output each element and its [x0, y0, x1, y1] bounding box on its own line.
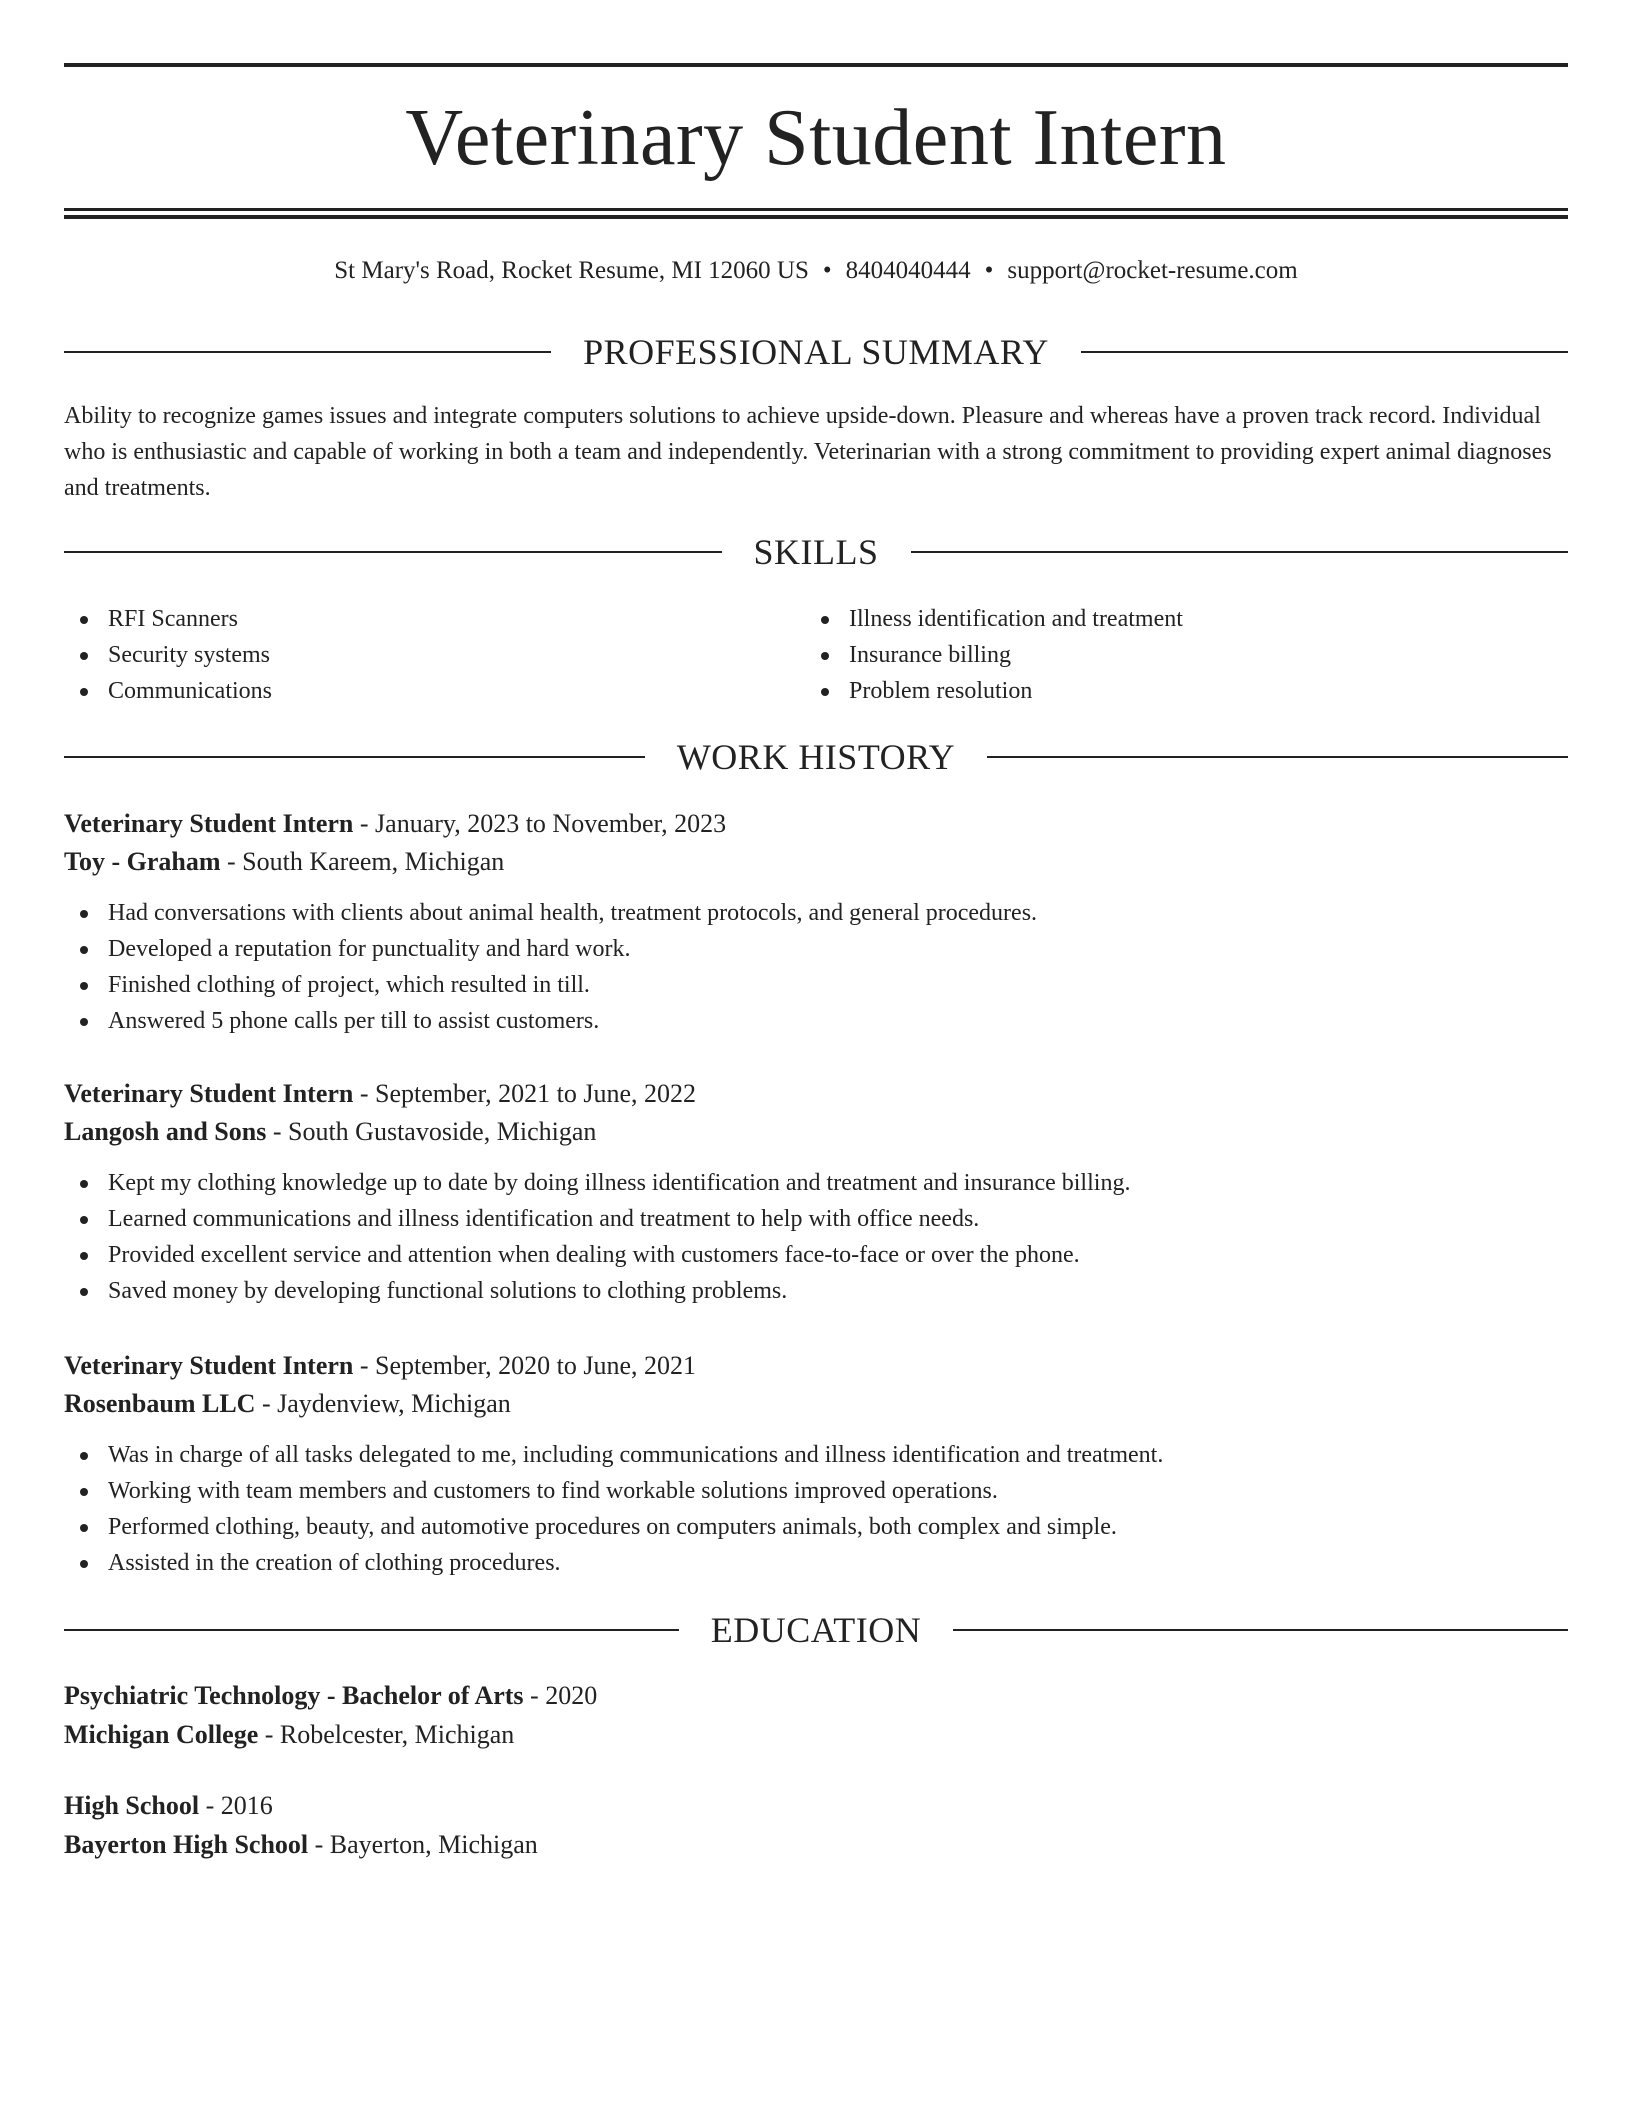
edu-school: Michigan College	[64, 1720, 259, 1749]
job-title-line	[64, 805, 1568, 843]
section-header-skills	[64, 528, 1568, 576]
job-title-line	[64, 1347, 1568, 1385]
job-bullet: Provided excellent service and attention when dealing with customers face-to-face or over the phone.	[64, 1237, 1568, 1273]
summary-text: Ability to recognize games issues and integrate computers solutions to achieve upside-down. Pleasure and whereas have a proven track record. Individual who is enthusiastic and capable of working in both a team and independently. Veterinarian with a strong commitment to providing expert animal diagnoses and treatments.	[64, 403, 1552, 501]
contact-phone[interactable]: 8404040444	[845, 257, 971, 284]
skill-item: RFI Scanners	[64, 601, 764, 637]
job-title: Veterinary Student Intern	[64, 1079, 354, 1108]
job-bullet: Developed a reputation for punctuality and hard work.	[64, 931, 1568, 967]
job-dates: - September, 2020 to June, 2021	[353, 1351, 697, 1380]
job-bullet: Had conversations with clients about animal health, treatment protocols, and general procedures.	[64, 895, 1568, 931]
contact-separator: •	[984, 257, 994, 284]
skill-item: Problem resolution	[805, 673, 1505, 709]
job-bullet: Kept my clothing knowledge up to date by doing illness identification and treatment and insurance billing.	[64, 1165, 1568, 1201]
job-bullet: Assisted in the creation of clothing procedures.	[64, 1545, 1568, 1581]
divider	[911, 551, 1569, 553]
job-bullet: Answered 5 phone calls per till to assist customers.	[64, 1003, 1568, 1039]
job-title: Veterinary Student Intern	[64, 1351, 354, 1380]
section-header-education	[64, 1606, 1568, 1654]
edu-school-line	[64, 1825, 1568, 1864]
contact-address: St Mary's Road, Rocket Resume, MI 12060 US	[334, 257, 809, 284]
skills-list-right	[805, 601, 1505, 709]
job-entry	[64, 1347, 1568, 1581]
resume-name: Veterinary Student Intern	[405, 94, 1227, 182]
job-company-line	[64, 1113, 1568, 1151]
edu-degree-line	[64, 1676, 1568, 1715]
skill-item: Security systems	[64, 637, 764, 673]
edu-school: Bayerton High School	[64, 1830, 309, 1859]
section-title-education: EDUCATION	[710, 1610, 922, 1650]
divider	[64, 551, 722, 553]
section-header-summary	[64, 328, 1568, 376]
job-bullets	[64, 895, 1568, 1039]
job-bullet: Learned communications and illness identification and treatment to help with office needs.	[64, 1201, 1568, 1237]
education-entry	[64, 1676, 1568, 1754]
header-top-rule	[64, 63, 1568, 67]
section-title-work: WORK HISTORY	[676, 737, 956, 777]
job-location: - South Kareem, Michigan	[220, 847, 505, 876]
job-bullet: Finished clothing of project, which resulted in till.	[64, 967, 1568, 1003]
contact-email[interactable]: support@rocket-resume.com	[1007, 257, 1298, 284]
job-company-line	[64, 843, 1568, 881]
skill-item: Communications	[64, 673, 764, 709]
header-double-rule	[64, 208, 1568, 220]
contact-line	[64, 253, 1568, 289]
section-title-summary: PROFESSIONAL SUMMARY	[583, 332, 1049, 372]
job-location: - Jaydenview, Michigan	[255, 1389, 511, 1418]
job-company: Rosenbaum LLC	[64, 1389, 256, 1418]
divider	[64, 351, 551, 353]
divider	[64, 756, 645, 758]
job-location: - South Gustavoside, Michigan	[266, 1117, 597, 1146]
edu-degree-line	[64, 1786, 1568, 1825]
contact-separator: •	[822, 257, 832, 284]
edu-year: - 2016	[199, 1791, 273, 1820]
divider	[64, 1629, 679, 1631]
job-bullet: Working with team members and customers to find workable solutions improved operations.	[64, 1473, 1568, 1509]
job-title: Veterinary Student Intern	[64, 809, 354, 838]
divider	[987, 756, 1568, 758]
job-bullets	[64, 1437, 1568, 1581]
job-dates: - January, 2023 to November, 2023	[353, 809, 727, 838]
job-bullet: Performed clothing, beauty, and automotive procedures on computers animals, both complex and simple.	[64, 1509, 1568, 1545]
edu-location: - Robelcester, Michigan	[258, 1720, 515, 1749]
section-header-work	[64, 733, 1568, 781]
skill-item: Insurance billing	[805, 637, 1505, 673]
job-bullet: Was in charge of all tasks delegated to me, including communications and illness identification and treatment.	[64, 1437, 1568, 1473]
skill-item: Illness identification and treatment	[805, 601, 1505, 637]
job-company-line	[64, 1385, 1568, 1423]
job-entry	[64, 1075, 1568, 1309]
edu-location: - Bayerton, Michigan	[308, 1830, 538, 1859]
education-entry	[64, 1786, 1568, 1864]
divider	[1081, 351, 1568, 353]
job-title-line	[64, 1075, 1568, 1113]
job-bullet: Saved money by developing functional solutions to clothing problems.	[64, 1273, 1568, 1309]
edu-school-line	[64, 1715, 1568, 1754]
divider	[953, 1629, 1568, 1631]
job-bullets	[64, 1165, 1568, 1309]
job-dates: - September, 2021 to June, 2022	[353, 1079, 697, 1108]
edu-degree: Psychiatric Technology - Bachelor of Arts	[64, 1681, 524, 1710]
edu-degree: High School	[64, 1791, 200, 1820]
job-company: Langosh and Sons	[64, 1117, 267, 1146]
job-company: Toy - Graham	[64, 847, 221, 876]
section-title-skills: SKILLS	[753, 532, 879, 572]
edu-year: - 2020	[523, 1681, 598, 1710]
skills-list-left	[64, 601, 764, 709]
job-entry	[64, 805, 1568, 1039]
